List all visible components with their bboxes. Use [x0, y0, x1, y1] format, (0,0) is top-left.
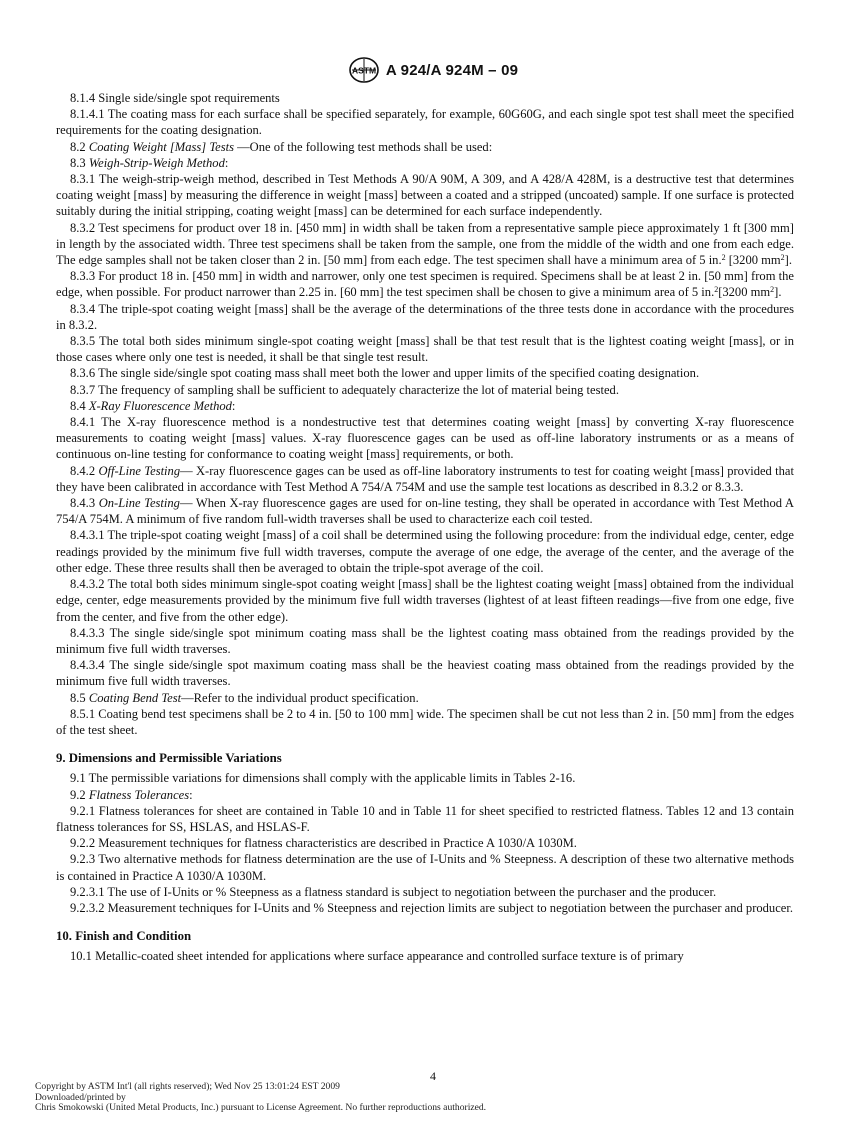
para-9-2: 9.2 Flatness Tolerances: — [70, 787, 193, 802]
para-9-2-3-1: 9.2.3.1 The use of I-Units or % Steepness as a flatness standard is subject to negotiation between the purchaser and the producer. — [70, 884, 717, 899]
para-10-1: 10.1 Metallic-coated sheet intended for applications where surface appearance and controlled surface texture is of primary — [70, 949, 684, 964]
para-8-4-3-title: On-Line Testing — [98, 496, 180, 511]
para-9-2-title: Flatness Tolerances — [88, 787, 190, 802]
para-8-5-title: Coating Bend Test — [88, 690, 182, 705]
para-8-2: 8.2 Coating Weight [Mass] Tests —One of the following test methods shall be used: — [70, 139, 493, 154]
para-8-4: 8.4 X-Ray Fluorescence Method: — [70, 398, 236, 413]
para-9-2-2: 9.2.2 Measurement techniques for flatness characteristics are described in Practice A 1030/A 1030M. — [70, 836, 577, 851]
footer-line-3: Chris Smokowski (United Metal Products, Inc.) pursuant to License Agreement. No further reproductions authorized. — [35, 1102, 487, 1114]
para-8-3: 8.3 Weigh-Strip-Weigh Method: — [70, 155, 229, 170]
para-8-4-1: 8.4.1 The X-ray fluorescence method is a nondestructive test that determines coating weight [mass] by converting X-ray fluorescence measurements to coating weight [mass] values. X-ray fluorescence gages can be used as off-line laboratory instruments or as a means of continuous on-line testing for conformance to coating weight [mass] requirements, or both. — [56, 415, 794, 462]
para-8-5-1: 8.5.1 Coating bend test specimens shall be 2 to 4 in. [50 to 100 mm] wide. The specimen shall be cut not less than 2 in. [50 mm] from the edges of the test sheet. — [56, 706, 794, 737]
para-8-2-title: Coating Weight [Mass] Tests — [88, 139, 234, 154]
para-8-1-4: 8.1.4 Single side/single spot requirements — [70, 91, 280, 105]
para-9-2-3: 9.2.3 Two alternative methods for flatness determination are the use of I-Units and % Steepness. A description of these two alternative methods is contained in Practice A 1030/A 1030M. — [56, 852, 794, 883]
astm-logo-icon — [348, 56, 380, 84]
para-8-4-2: 8.4.2 Off-Line Testing— X-ray fluorescence gages can be used as off-line laboratory instruments to test for coating weight [mass] provided that they have been calibrated in accordance with Test Method A 754/A 754M and use the sample test locations as described in 8.3.2 or 8.3.3. — [56, 463, 794, 494]
para-8-4-3: 8.4.3 On-Line Testing— When X-ray fluorescence gages are used for on-line testing, they shall be operated in accordance with Test Method A 754/A 754M. A minimum of five random full-width traverses shall be used to characterize each coil tested. — [56, 496, 794, 527]
section-heading-9: 9. Dimensions and Permissible Variations — [56, 751, 282, 766]
footer-line-2: Downloaded/printed by — [35, 1091, 126, 1103]
para-8-3-4: 8.3.4 The triple-spot coating weight [mass] shall be the average of the determinations of the three tests done in accordance with the procedures in 8.3.2. — [56, 301, 794, 332]
para-8-1-4-1: 8.1.4.1 The coating mass for each surface shall be specified separately, for example, 60G60G, and each single spot test shall meet the specified requirements for the coating designation. — [56, 107, 794, 138]
page-header — [0, 56, 866, 84]
page-number: 4 — [430, 1069, 436, 1083]
para-8-4-3-3: 8.4.3.3 The single side/single spot minimum coating mass shall be the lightest coating mass obtained from the readings provided by the minimum five full width traverses. — [56, 625, 794, 656]
footer-line-1: Copyright by ASTM Int'l (all rights reserved); Wed Nov 25 13:01:24 EST 2009 — [35, 1081, 340, 1092]
para-9-1: 9.1 The permissible variations for dimensions shall comply with the applicable limits in Tables 2-16. — [70, 771, 576, 786]
copyright-footer — [35, 1082, 835, 1114]
para-8-4-3-1: 8.4.3.1 The triple-spot coating weight [mass] of a coil shall be determined using the following procedure: from the individual edge, center, edge readings provided by the minimum five full width traverses, compute the average of one edge, the average of the center, and the average of the other edge. These three results shall then be averaged to obtain the triple-spot average of the coil. — [56, 528, 794, 575]
para-9-2-1: 9.2.1 Flatness tolerances for sheet are contained in Table 10 and in Table 11 for sheet specified to restricted flatness. Tables 12 and 13 contain flatness tolerances for SS, HSLAS, and HSLAS-F. — [56, 803, 794, 834]
para-8-4-2-title: Off-Line Testing — [98, 463, 181, 478]
para-8-3-2: 8.3.2 Test specimens for product over 18 in. [450 mm] in width shall be taken from a representative sample piece approximately 1 ft [300 mm] in length by the associated width. Three test specimens shall be taken from the sample, one from the middle of the width and one from each edge. The edge samples shall not be taken closer than 2 in. [50 mm] from each edge. The test specimen shall have a minimum area of 5 in.$^2$ [3200 $mm^2$]. — [56, 220, 794, 268]
para-8-3-6: 8.3.6 The single side/single spot coating mass shall meet both the lower and upper limits of the specified coating designation. — [70, 366, 700, 381]
para-8-3-1: 8.3.1 The weigh-strip-weigh method, described in Test Methods A 90/A 90M, A 309, and A 428/A 428M, is a destructive test that determines coating weight [mass] by measuring the difference in weight [mass] between a coated and a stripped (uncoated) sample. If one surface is protected suitably during the initial stripping, coating weight [mass] can be determined for each surface independently. — [56, 172, 794, 219]
para-9-2-3-2: 9.2.3.2 Measurement techniques for I-Units and % Steepness and rejection limits are subject to negotiation between the purchaser and producer. — [70, 900, 793, 915]
document-id: A 924/A 924M – 09 — [385, 61, 519, 79]
para-8-3-3: 8.3.3 For product 18 in. [450 mm] in width and narrower, only one test specimen is required. Specimens shall be at least 2 in. [50 mm] from the edge, when possible. For product narrower than 2.25 in. [60 mm] the test specimen shall be chosen to give a minimum area of 5 in.$^2$[3200 $mm^2$]. — [56, 269, 794, 300]
para-8-4-title: X-Ray Fluorescence Method — [88, 398, 232, 413]
logo-text: ASTM — [351, 65, 376, 76]
para-8-3-7: 8.3.7 The frequency of sampling shall be sufficient to adequately characterize the lot of material being tested. — [70, 382, 619, 397]
para-8-5: 8.5 Coating Bend Test—Refer to the individual product specification. — [70, 690, 419, 705]
para-8-4-3-2: 8.4.3.2 The total both sides minimum single-spot coating weight [mass] shall be the lightest coating weight [mass] obtained from the individual edge, center, edge measurements provided by the minimum five full width traverses (lightest of at least fifteen readings—five from one edge, five from the center, and five from the other edge). — [56, 577, 794, 624]
para-8-4-3-4: 8.4.3.4 The single side/single spot maximum coating mass shall be the heaviest coating mass obtained from the readings provided by the minimum five full width traverses. — [56, 658, 794, 689]
para-8-3-5: 8.3.5 The total both sides minimum single-spot coating weight [mass] shall be that test result that is the lightest coating weight [mass], or in those cases where only one test is needed, it shall be that single test result. — [56, 334, 794, 365]
document-body — [56, 90, 794, 965]
section-heading-10: 10. Finish and Condition — [56, 929, 192, 944]
para-8-3-title: Weigh-Strip-Weigh Method — [88, 155, 225, 170]
